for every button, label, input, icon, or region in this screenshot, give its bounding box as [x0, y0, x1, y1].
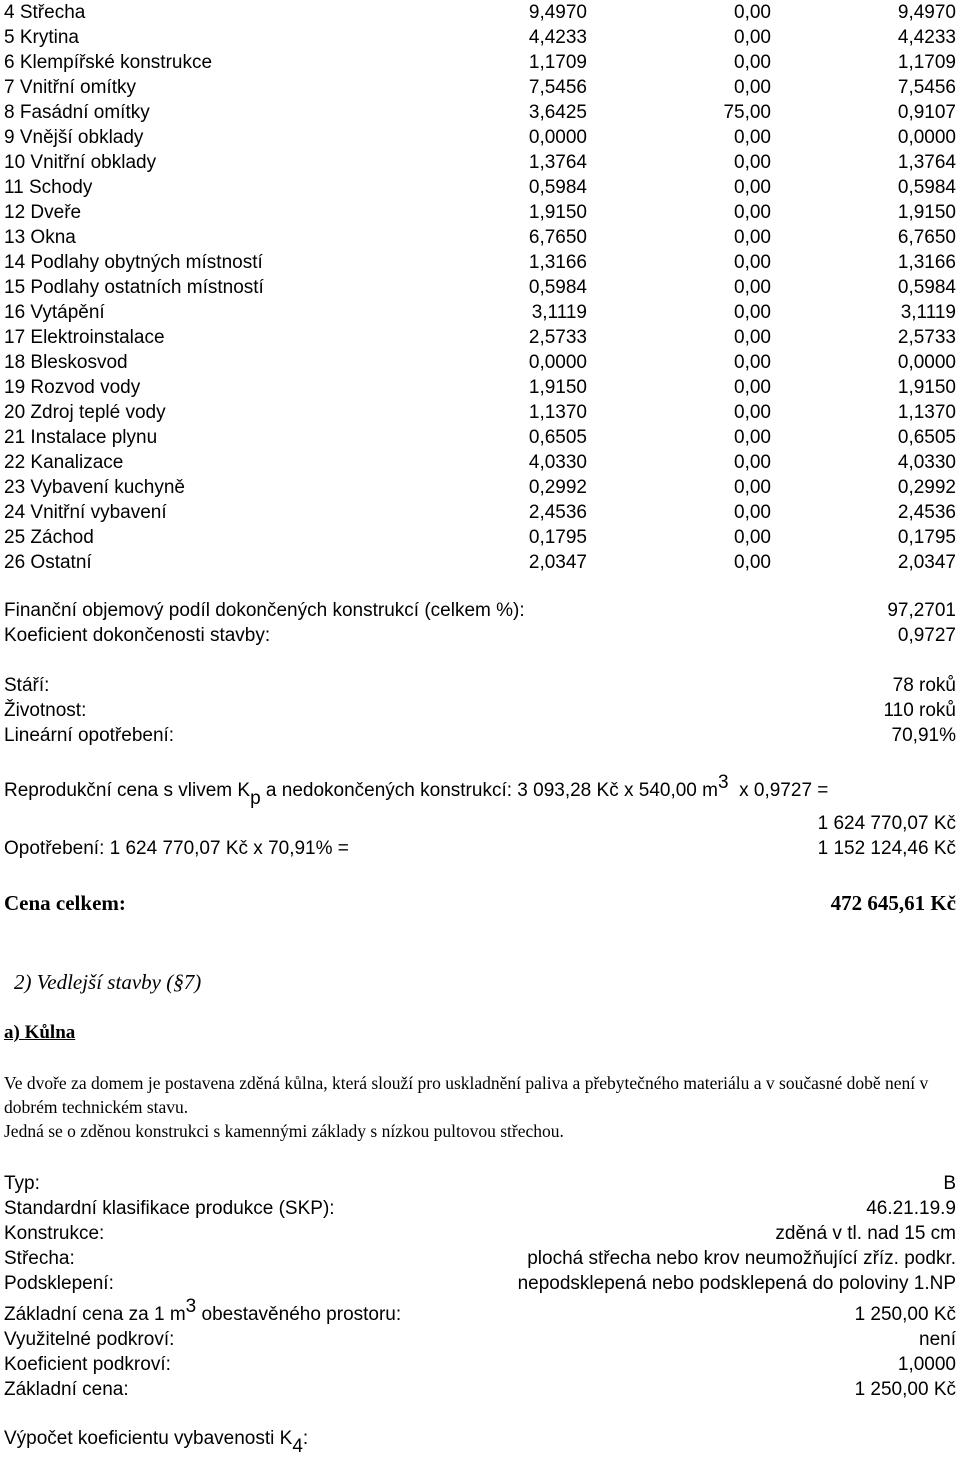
table-row [4, 500, 956, 525]
row-value-a: 0,5984 [528, 177, 587, 198]
row-value-b: 0,00 [734, 302, 771, 323]
kulna-description-p1: Ve dvoře za domem je postavena zděná kůlna, která slouží pro uskladnění paliva a přebytečného materiálu a v současné době není v dobrém technickém stavu. [4, 1073, 929, 1117]
row-value-a: 1,3764 [528, 152, 587, 173]
row-value-a: 2,4536 [528, 502, 587, 523]
row-value-a: 1,1709 [528, 52, 587, 73]
table-row [4, 225, 956, 250]
row-name: 22 Kanalizace [4, 452, 124, 473]
row-value-b: 75,00 [723, 102, 771, 123]
row-value-a: 3,6425 [528, 102, 587, 123]
row-value-a: 3,1119 [531, 302, 587, 323]
row-value-b: 0,00 [734, 127, 771, 148]
strecha-label: Střecha: [4, 1248, 75, 1269]
row-value-b: 0,00 [734, 77, 771, 98]
row-name: 4 Střecha [4, 2, 86, 23]
row-name: 6 Klempířské konstrukce [4, 52, 213, 73]
row-value-b: 0,00 [734, 377, 771, 398]
table-row [4, 450, 956, 475]
cena-celkem-value: 472 645,61 Kč [830, 891, 956, 915]
zakladni-cena-m3-row [4, 1296, 956, 1330]
podsklepeni-row [4, 1271, 956, 1296]
row-name: 26 Ostatní [4, 552, 92, 573]
kulna-description-p2: Jedná se o zděnou konstrukci s kamennými základy s nízkou pultovou střechou. [4, 1121, 564, 1141]
table-row [4, 150, 956, 175]
row-value-c: 2,5733 [897, 327, 956, 348]
row-value-c: 1,9150 [897, 202, 956, 223]
podkrovi-value: není [919, 1329, 956, 1350]
row-value-b: 0,00 [734, 52, 771, 73]
row-name: 15 Podlahy ostatních místností [4, 277, 264, 298]
row-value-b: 0,00 [734, 402, 771, 423]
koeficient-dokoncenosti-label: Koeficient dokončenosti stavby: [4, 625, 271, 646]
podkrovi-label: Využitelné podkroví: [4, 1329, 175, 1350]
row-value-a: 9,4970 [528, 2, 587, 23]
stari-label: Stáří: [4, 675, 50, 696]
row-name: 16 Vytápění [4, 302, 105, 323]
row-name: 13 Okna [4, 227, 76, 248]
table-row [4, 425, 956, 450]
podsklepeni-value: nepodsklepená nebo podsklepená do poloviny 1.NP [517, 1273, 956, 1294]
row-value-c: 0,1795 [897, 527, 956, 548]
strecha-row [4, 1246, 956, 1271]
cena-celkem-row [4, 889, 956, 917]
row-value-a: 1,1370 [528, 402, 587, 423]
row-value-c: 6,7650 [897, 227, 956, 248]
table-row [4, 550, 956, 575]
konstrukce-label: Konstrukce: [4, 1223, 105, 1244]
row-value-b: 0,00 [734, 452, 771, 473]
row-name: 18 Bleskosvod [4, 352, 128, 373]
table-row [4, 525, 956, 550]
row-value-b: 0,00 [734, 202, 771, 223]
opotrebeni-calc-value: 1 152 124,46 Kč [817, 838, 956, 859]
table-row [4, 400, 956, 425]
koeficient-podkrovi-value: 1,0000 [897, 1354, 956, 1375]
linearni-opotrebeni-row [4, 723, 956, 748]
row-value-a: 0,0000 [528, 352, 587, 373]
vypocet-koeficientu-label: Výpočet koeficientu vybavenosti $K_4$: [4, 1428, 309, 1457]
row-value-c: 0,6505 [897, 427, 956, 448]
row-value-c: 1,3764 [897, 152, 956, 173]
row-name: 25 Záchod [4, 527, 94, 548]
zivotnost-row [4, 698, 956, 723]
row-value-b: 0,00 [734, 277, 771, 298]
kulna-description [4, 1071, 956, 1143]
row-value-c: 0,5984 [897, 277, 956, 298]
linearni-opotrebeni-value: 70,91% [891, 725, 956, 746]
row-value-a: 4,4233 [528, 27, 587, 48]
typ-row [4, 1171, 956, 1196]
row-value-b: 0,00 [734, 552, 771, 573]
table-row [4, 475, 956, 500]
row-value-c: 1,1370 [897, 402, 956, 423]
zakladni-cena-row [4, 1377, 956, 1402]
table-row [4, 300, 956, 325]
zakladni-cena-m3-label: Základní cena za 1 $m^3$ obestavěného prostoru: [4, 1296, 402, 1325]
row-value-a: 0,0000 [528, 127, 587, 148]
row-value-c: 0,0000 [897, 127, 956, 148]
row-value-c: 2,0347 [897, 552, 956, 573]
zakladni-cena-value: 1 250,00 Kč [854, 1379, 956, 1400]
row-name: 23 Vybavení kuchyně [4, 477, 185, 498]
row-name: 21 Instalace plynu [4, 427, 158, 448]
row-value-c: 9,4970 [897, 2, 956, 23]
row-name: 19 Rozvod vody [4, 377, 141, 398]
construction-table [4, 0, 956, 575]
row-value-b: 0,00 [734, 352, 771, 373]
row-value-b: 0,00 [734, 252, 771, 273]
row-value-b: 0,00 [734, 327, 771, 348]
table-row [4, 250, 956, 275]
table-row [4, 200, 956, 225]
skp-label: Standardní klasifikace produkce (SKP): [4, 1198, 335, 1219]
row-value-c: 1,3166 [897, 252, 956, 273]
row-value-c: 7,5456 [897, 77, 956, 98]
row-value-b: 0,00 [734, 527, 771, 548]
table-row [4, 275, 956, 300]
row-value-c: 4,4233 [897, 27, 956, 48]
row-value-c: 0,9107 [897, 102, 956, 123]
subsection-title: a) Kůlna [4, 1022, 76, 1043]
row-name: 11 Schody [4, 177, 93, 198]
koeficient-podkrovi-label: Koeficient podkroví: [4, 1354, 171, 1375]
opotrebeni-calc-row [4, 836, 956, 861]
vypocet-koeficientu-row [4, 1426, 956, 1457]
row-value-a: 1,9150 [528, 202, 587, 223]
row-value-b: 0,00 [734, 2, 771, 23]
koeficient-dokoncenosti-row [4, 623, 956, 648]
row-name: 17 Elektroinstalace [4, 327, 165, 348]
row-name: 5 Krytina [4, 27, 79, 48]
row-value-a: 7,5456 [528, 77, 587, 98]
zivotnost-label: Životnost: [4, 700, 87, 721]
row-value-c: 1,1709 [897, 52, 956, 73]
linearni-opotrebeni-label: Lineární opotřebení: [4, 725, 175, 746]
row-value-b: 0,00 [734, 227, 771, 248]
row-value-a: 0,5984 [528, 277, 587, 298]
opotrebeni-calc-label: Opotřebení: 1 624 770,07 Kč x 70,91% = [4, 838, 349, 859]
table-row [4, 50, 956, 75]
row-value-b: 0,00 [734, 177, 771, 198]
financni-podil-value: 97,2701 [887, 600, 956, 621]
section-title: 2) Vedlejší stavby (§7) [14, 970, 202, 994]
row-value-a: 6,7650 [528, 227, 587, 248]
financni-podil-row [4, 598, 956, 623]
konstrukce-value: zděná v tl. nad 15 cm [775, 1223, 956, 1244]
row-value-c: 2,4536 [897, 502, 956, 523]
zakladni-cena-label: Základní cena: [4, 1379, 129, 1400]
row-value-a: 1,9150 [528, 377, 587, 398]
zivotnost-value: 110 roků [883, 700, 956, 721]
stari-row [4, 673, 956, 698]
table-row [4, 0, 956, 25]
table-row [4, 25, 956, 50]
row-name: 20 Zdroj teplé vody [4, 402, 166, 423]
cena-celkem-label: Cena celkem: [4, 891, 126, 915]
row-name: 14 Podlahy obytných místností [4, 252, 263, 273]
typ-label: Typ: [4, 1173, 40, 1194]
row-value-a: 1,3166 [528, 252, 587, 273]
strecha-value: plochá střecha nebo krov neumožňující zříz. podkr. [527, 1248, 956, 1269]
row-value-a: 2,0347 [528, 552, 587, 573]
table-row [4, 350, 956, 375]
row-value-a: 2,5733 [528, 327, 587, 348]
row-name: 9 Vnější obklady [4, 127, 144, 148]
row-value-c: 1,9150 [897, 377, 956, 398]
table-row [4, 175, 956, 200]
row-name: 10 Vnitřní obklady [4, 152, 157, 173]
table-row [4, 125, 956, 150]
row-name: 8 Fasádní omítky [4, 102, 150, 123]
row-value-b: 0,00 [734, 152, 771, 173]
row-value-c: 0,0000 [897, 352, 956, 373]
stari-value: 78 roků [892, 675, 956, 696]
row-value-c: 3,1119 [900, 302, 956, 323]
row-value-b: 0,00 [734, 477, 771, 498]
row-name: 7 Vnitřní omítky [4, 77, 136, 98]
reprodukcni-cena-result: 1 624 770,07 Kč [817, 813, 956, 834]
reprodukcni-cena-result-row [4, 811, 956, 836]
row-value-a: 0,6505 [528, 427, 587, 448]
financni-podil-label: Finanční objemový podíl dokončených konstrukcí (celkem %): [4, 600, 525, 621]
table-row [4, 325, 956, 350]
podkrovi-row [4, 1327, 956, 1352]
row-value-c: 0,2992 [897, 477, 956, 498]
reprodukcni-cena-formula: Reprodukční cena s vlivem $K_p$ a nedokončených konstrukcí: 3 093,28 Kč x 540,00 $m^3$ x 0,9727 = [4, 772, 829, 809]
row-value-c: 4,0330 [897, 452, 956, 473]
typ-value: B [943, 1173, 956, 1194]
table-row [4, 75, 956, 100]
row-value-a: 0,2992 [528, 477, 587, 498]
row-value-b: 0,00 [734, 502, 771, 523]
table-row [4, 375, 956, 400]
koeficient-dokoncenosti-value: 0,9727 [897, 625, 956, 646]
skp-value: 46.21.19.9 [866, 1198, 956, 1219]
reprodukcni-cena-row [4, 772, 956, 810]
row-name: 12 Dveře [4, 202, 82, 223]
konstrukce-row [4, 1221, 956, 1246]
podsklepeni-label: Podsklepení: [4, 1273, 114, 1294]
row-value-b: 0,00 [734, 427, 771, 448]
row-value-a: 4,0330 [528, 452, 587, 473]
row-value-b: 0,00 [734, 27, 771, 48]
row-value-c: 0,5984 [897, 177, 956, 198]
skp-row [4, 1196, 956, 1221]
row-value-a: 0,1795 [528, 527, 587, 548]
koeficient-podkrovi-row [4, 1352, 956, 1377]
zakladni-cena-m3-value: 1 250,00 Kč [854, 1304, 956, 1325]
row-name: 24 Vnitřní vybavení [4, 502, 167, 523]
table-row [4, 100, 956, 125]
